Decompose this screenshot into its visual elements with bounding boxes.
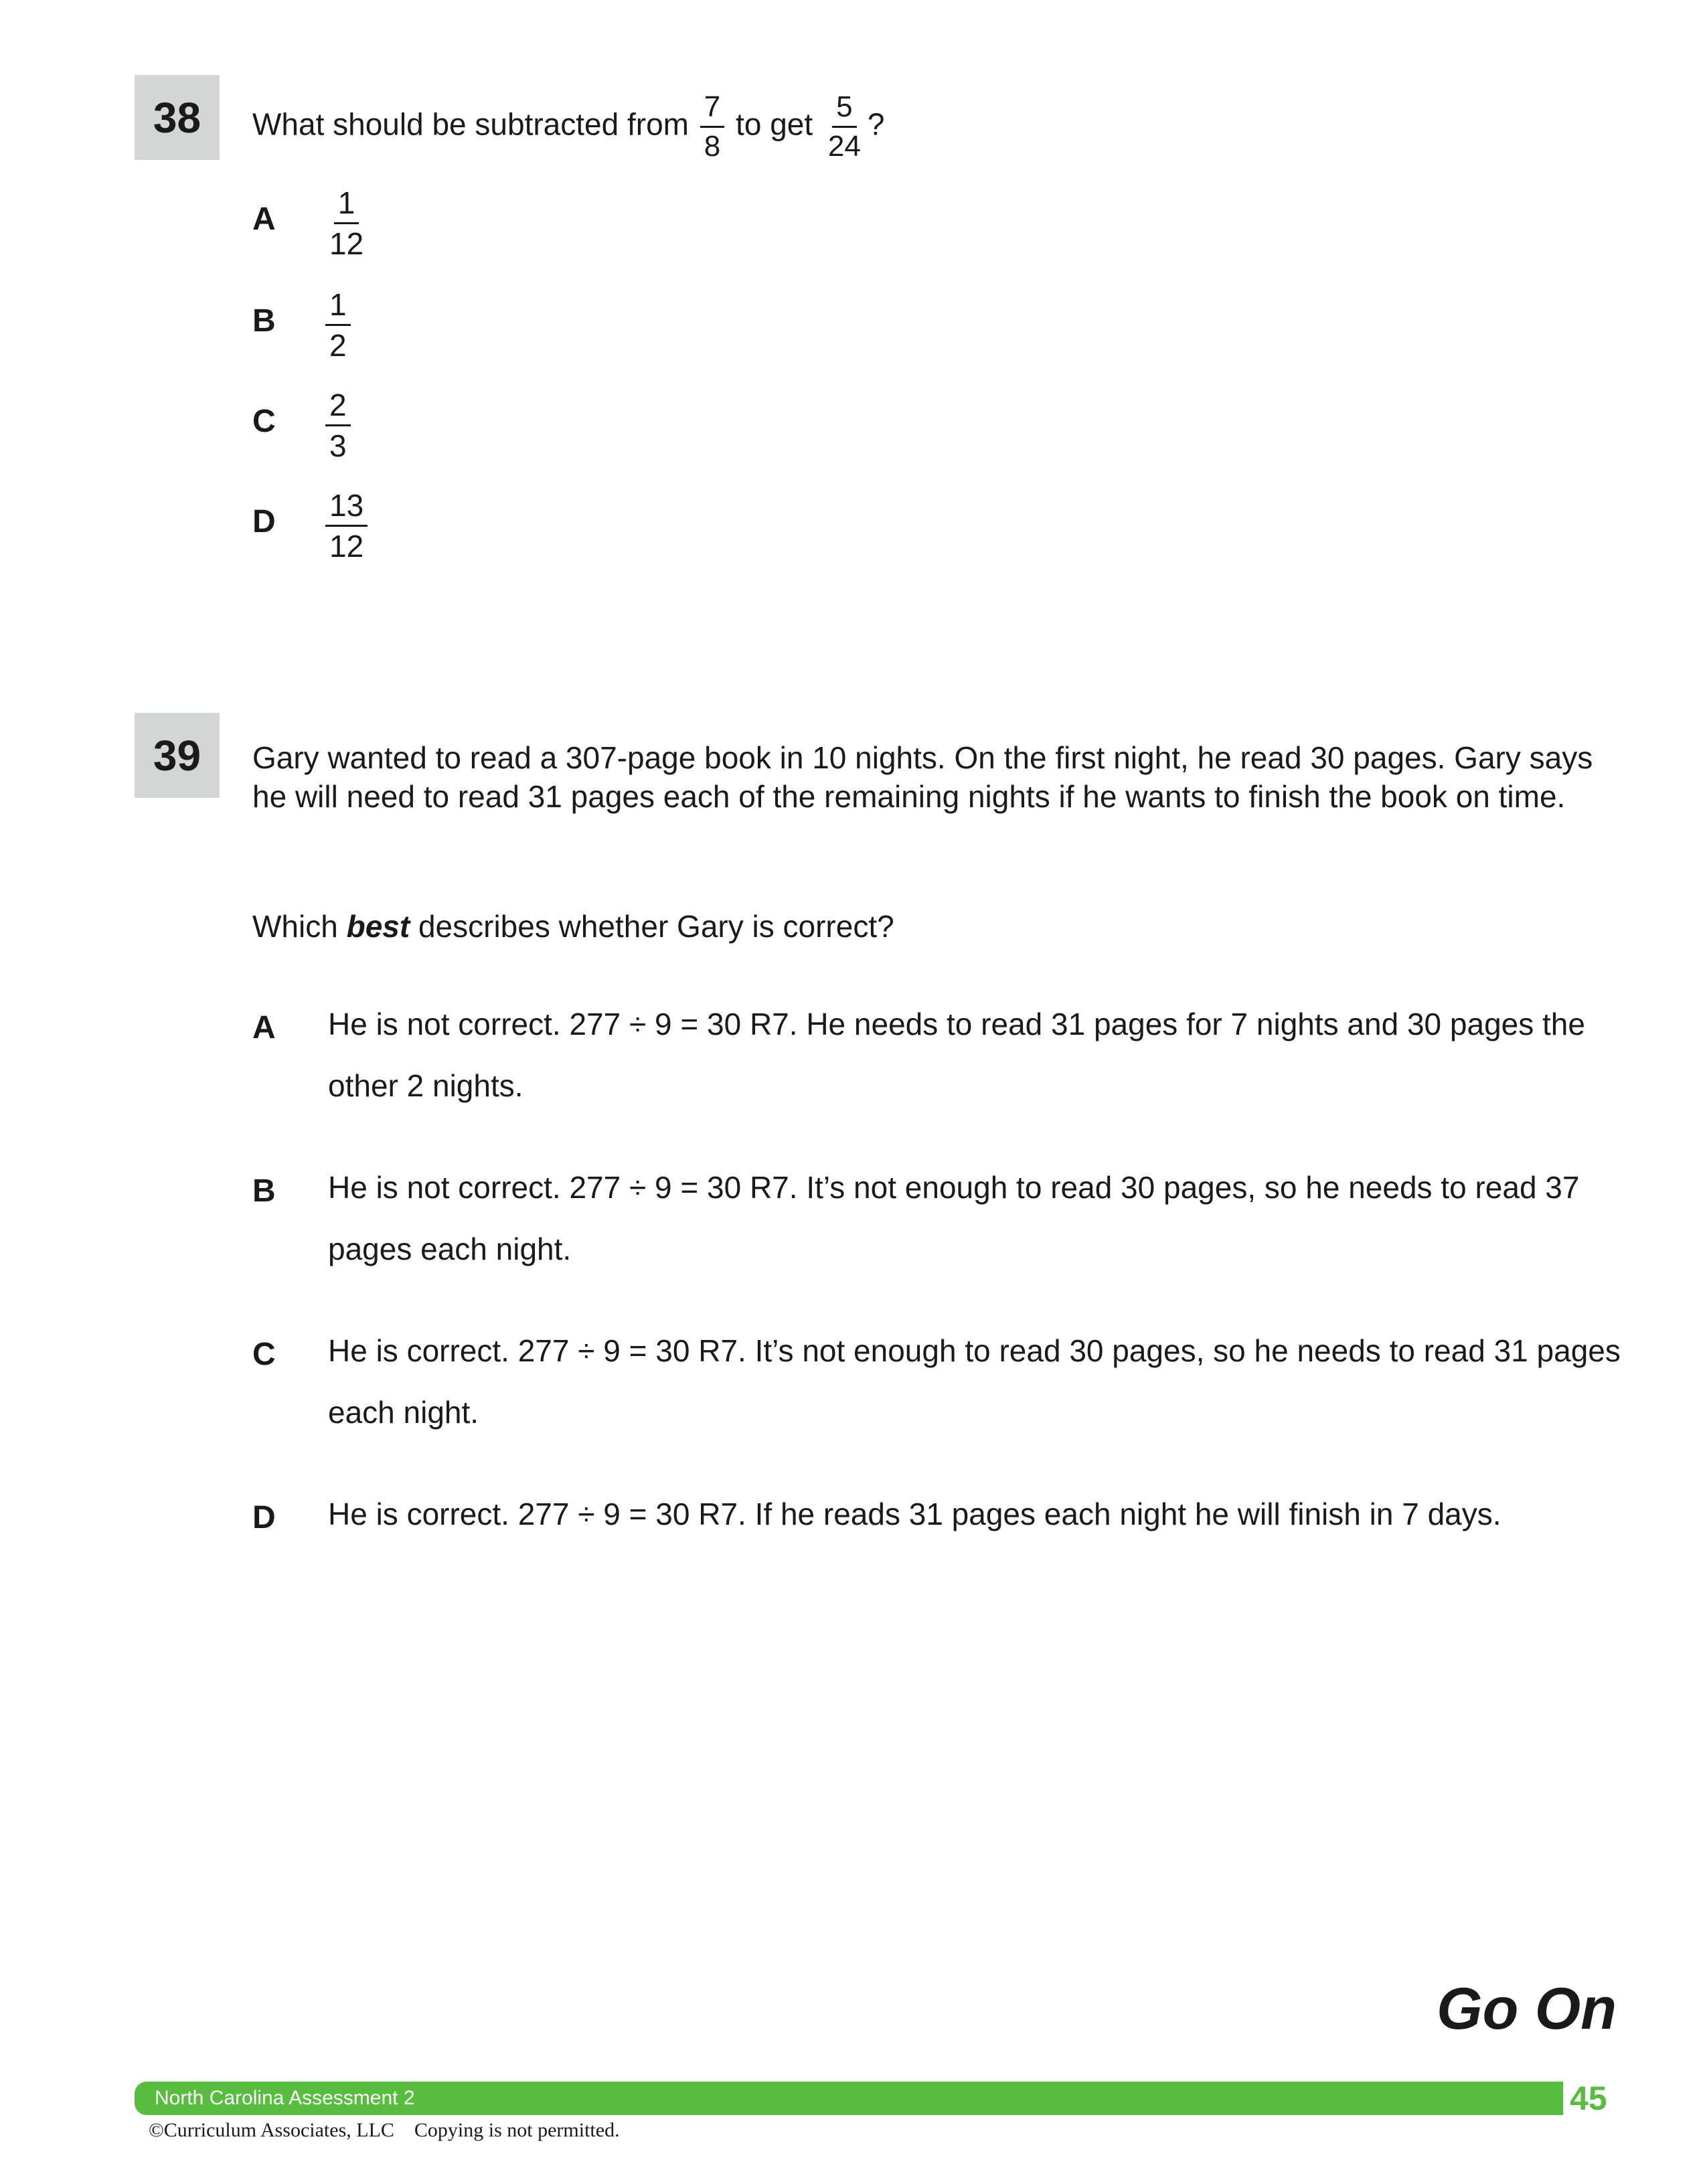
option-fraction [325, 289, 351, 361]
option-letter: C [252, 1337, 276, 1372]
prompt-text: Which [252, 909, 338, 944]
option-letter: C [252, 404, 276, 439]
option-fraction [325, 490, 368, 562]
option-text: He is correct. 277 ÷ 9 = 30 R7. It’s not enough to read 30 pages, so he needs to read 31 pages each night. [328, 1333, 1621, 1430]
question-39-stem: Gary wanted to read a 307-page book in 10 nights. On the first night, he read 30 pages. Gary says he will need to read 31 pages each of the remaining nights if he wants to finish the book on time. [252, 740, 1593, 814]
go-on-label: Go On [1437, 1975, 1617, 2041]
question-39-prompt [252, 907, 894, 946]
copyright-notice: ©Curriculum Associates, LLC Copying is not permitted. [149, 2119, 620, 2141]
numerator: 1 [334, 187, 359, 224]
option-letter: D [252, 1500, 276, 1535]
option-letter: B [252, 303, 276, 339]
prompt-emphasis: best [346, 909, 410, 944]
question-number-39: 39 [135, 713, 220, 798]
question-38-stem [252, 92, 884, 161]
option-fraction [325, 390, 351, 461]
denominator: 24 [827, 130, 861, 163]
numerator: 7 [700, 92, 724, 128]
denominator: 12 [329, 226, 364, 261]
fraction-7-8 [700, 92, 724, 161]
denominator: 12 [329, 529, 364, 564]
stem-text: to get [736, 106, 813, 142]
stem-text: What should be subtracted from [252, 106, 689, 142]
option-letter: A [252, 1010, 276, 1045]
denominator: 3 [329, 428, 347, 463]
stem-text: ? [867, 106, 885, 142]
option-letter: A [252, 201, 276, 237]
option-text: He is not correct. 277 ÷ 9 = 30 R7. It’s not enough to read 30 pages, so he needs to read 37 pages each night. [328, 1170, 1580, 1266]
denominator: 2 [329, 328, 347, 363]
page-number: 45 [1570, 2080, 1607, 2117]
option-fraction [325, 187, 368, 259]
option-letter: B [252, 1173, 276, 1209]
denominator: 8 [704, 130, 721, 163]
option-text: He is not correct. 277 ÷ 9 = 30 R7. He needs to read 31 pages for 7 nights and 30 pages the other 2 nights. [328, 1007, 1585, 1103]
footer-assessment-bar: North Carolina Assessment 2 [135, 2082, 1563, 2115]
numerator: 2 [325, 390, 351, 426]
fraction-5-24 [824, 92, 865, 161]
question-number-38: 38 [135, 75, 220, 160]
numerator: 1 [325, 289, 351, 326]
prompt-text: describes whether Gary is correct? [418, 909, 894, 944]
numerator: 13 [325, 490, 368, 527]
option-text: He is correct. 277 ÷ 9 = 30 R7. If he reads 31 pages each night he will finish in 7 days. [328, 1497, 1501, 1531]
numerator: 5 [832, 92, 856, 128]
option-letter: D [252, 504, 276, 539]
